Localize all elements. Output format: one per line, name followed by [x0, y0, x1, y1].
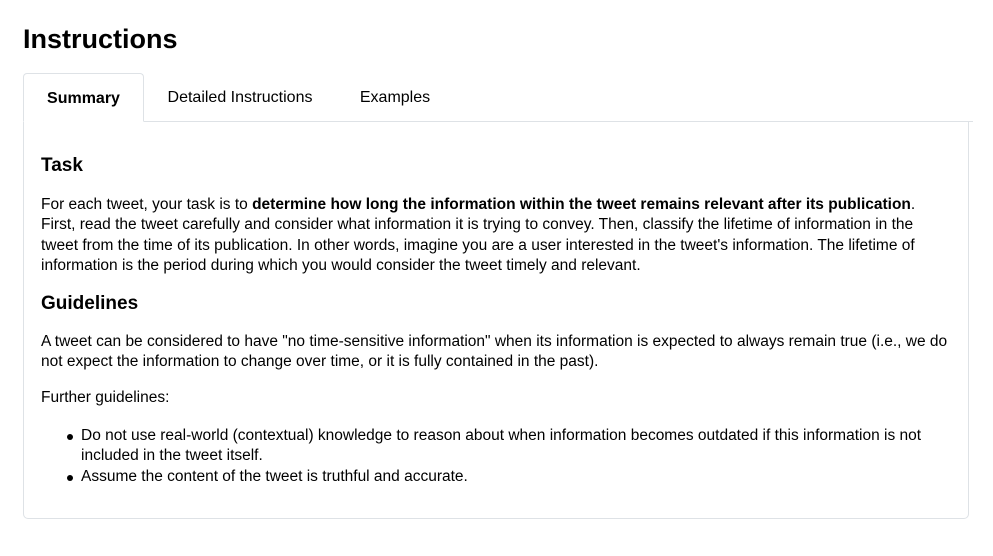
tab-summary[interactable]: Summary [23, 73, 144, 122]
bullet-icon [67, 434, 73, 440]
guidelines-paragraph: A tweet can be considered to have "no time-sensitive information" when its information is expected to always remain true (i.e., we do not expect the information to change over time, or it is fully contained in the past). [41, 333, 948, 371]
task-paragraph [41, 195, 951, 276]
tab-detailed-instructions[interactable]: Detailed Instructions [167, 89, 313, 106]
guidelines-heading: Guidelines [41, 293, 139, 314]
task-text-emphasis: determine how long the information within the tweet remains relevant after its publication [252, 196, 911, 213]
list-item [41, 467, 956, 487]
bullet-icon [67, 475, 73, 481]
summary-panel [23, 121, 969, 519]
guidelines-list [41, 426, 956, 487]
list-item-text: Assume the content of the tweet is truthful and accurate. [81, 467, 468, 485]
list-item [41, 426, 956, 467]
list-item-text: Do not use real-world (contextual) knowledge to reason about when information becomes outdated if this information is not included in the tweet itself. [81, 427, 922, 465]
task-heading: Task [41, 155, 83, 176]
task-text-intro: For each tweet, your task is to [41, 196, 253, 213]
page-title: Instructions [23, 24, 178, 54]
tab-bar [23, 73, 973, 122]
tab-examples[interactable]: Examples [359, 89, 431, 106]
further-guidelines-label: Further guidelines: [41, 389, 170, 406]
task-text-rest: . First, read the tweet carefully and consider what information it is trying to convey. Then, classify the lifetime of information in the tweet from the time of its publication. In other words, imagine you are a user interested in the tweet's information. The lifetime of information is the period during which you would consider the tweet timely and relevant. [41, 196, 916, 274]
